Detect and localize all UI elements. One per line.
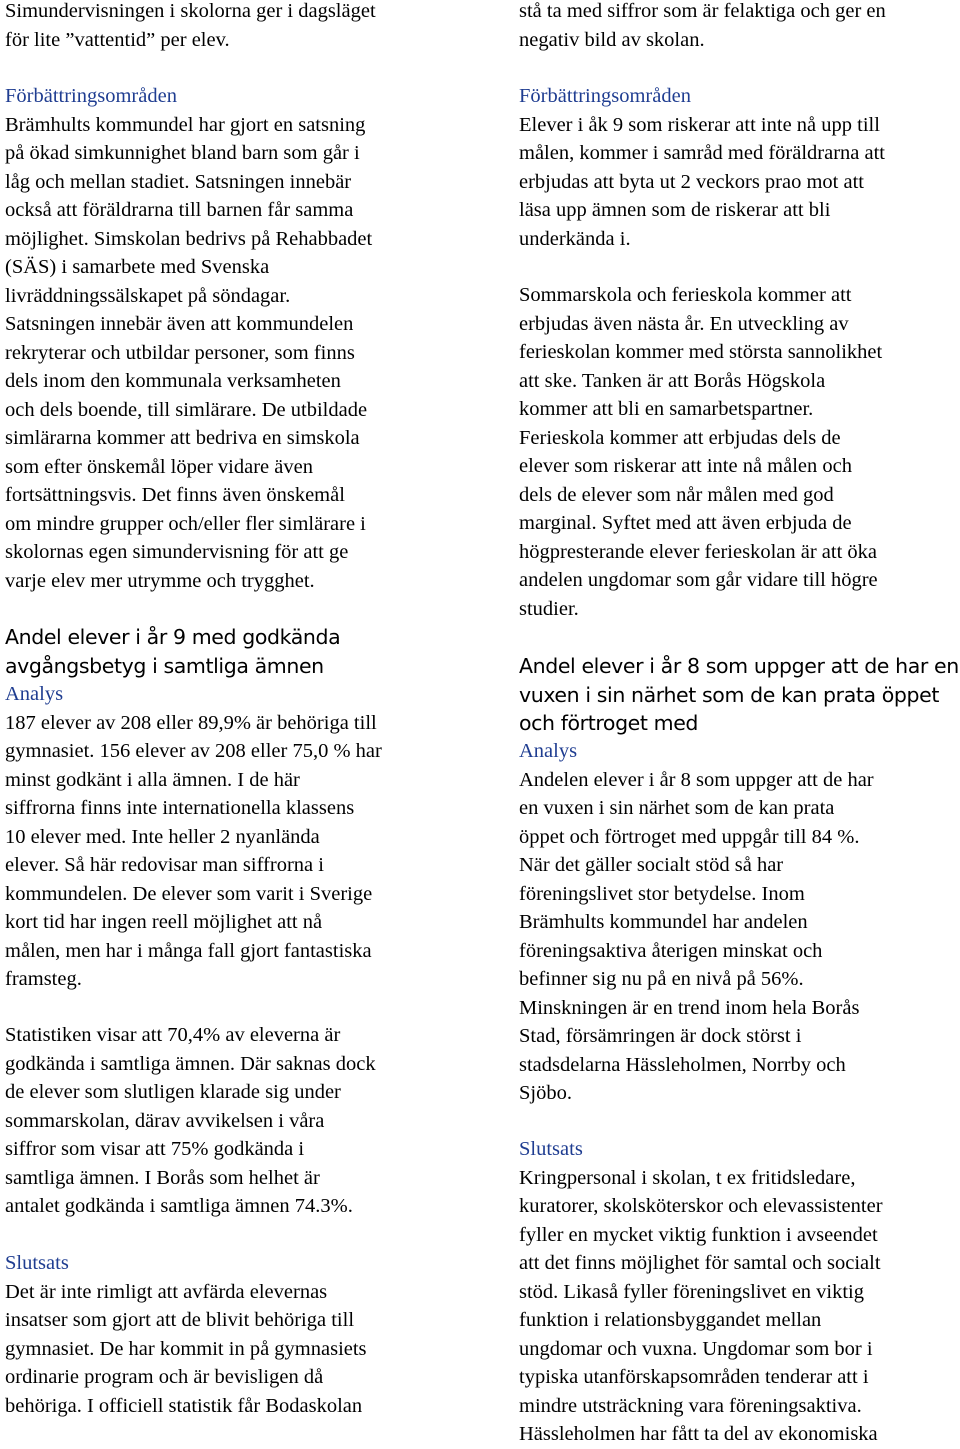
text-line: Kringpersonal i skolan, t ex fritidsledare, [519,1166,856,1189]
text-line: för lite ”vattentid” per elev. [5,28,230,51]
text-line: befinner sig nu på en nivå på 56%. [519,968,804,990]
text-line: att det finns möjlighet för samtal och socialt [519,1252,881,1274]
text-line: att ske. Tanken är att Borås Högskola [519,369,826,392]
text-line: Brämhults kommundel har andelen [519,911,808,933]
text-line: Stad, försämringen är dock störst i [519,1025,802,1047]
heading-text: Förbättringsområden [519,85,691,107]
text-line: stadsdelarna Hässleholmen, Norrby och [519,1053,846,1076]
text-line: skolornas egen simundervisning för att ge [5,541,349,563]
text-line: minst godkänt i alla ämnen. I de här [5,768,300,791]
text-line: gymnasiet. 156 elever av 208 eller 75,0 % har [5,740,382,762]
text-line: elever som riskerar att inte nå målen och [519,455,852,477]
text-line: Andel elever i år 9 med godkända [5,625,341,649]
text-line: Andel elever i år 8 som uppger att de har en [519,654,959,678]
text-line: Andelen elever i år 8 som uppger att de har [519,768,874,791]
text-line: Minskningen är en trend inom hela Borås [519,996,860,1019]
grades-indicator-title [5,623,457,680]
text-line: 10 elever med. Inte heller 2 nyanlända [5,825,320,848]
text-line: sommarskolan, därav avvikelsen i våra [5,1109,325,1132]
text-line: gymnasiet. De har kommit in på gymnasiets [5,1337,367,1360]
text-line: vuxen i sin närhet som de kan prata öppet [519,682,939,707]
text-line: Statistiken visar att 70,4% av eleverna är [5,1024,341,1046]
section-heading-forbattringsomraden [519,82,960,111]
text-line: avgångsbetyg i samtliga ämnen [5,653,324,678]
text-line: behöriga. I officiell statistik får Bodaskolan [5,1394,363,1417]
text-line: målen, men har i många fall gjort fantastiska [5,939,372,962]
text-line: 187 elever av 208 eller 89,9% är behöriga till [5,711,377,734]
adult-analysis-paragraph [519,766,960,1108]
text-line: underkända i. [519,227,631,250]
summer-school-paragraph [519,281,960,623]
text-line: Ferieskola kommer att erbjudas dels de [519,426,841,449]
text-line: simlärarna kommer att bedriva en simskola [5,427,360,449]
text-line: ungdomar och vuxna. Ungdomar som bor i [519,1337,873,1360]
text-line: på ökad simkunnighet bland barn som går i [5,142,360,164]
text-line: dels inom den kommunala verksamheten [5,370,341,392]
intro-paragraph-left [5,0,457,54]
text-line: som efter önskemål löper vidare även [5,455,313,478]
text-line: erbjudas att byta ut 2 veckors prao mot att [519,170,864,193]
text-line: stöd. Likaså fyller föreningslivet en viktig [519,1280,865,1303]
text-line: mindre utsträckning vara föreningsaktiva. [519,1394,862,1417]
text-line: studier. [519,597,579,620]
text-line: negativ bild av skolan. [519,28,705,51]
text-line: möjlighet. Simskolan bedrivs på Rehabbadet [5,227,373,250]
text-line: elever. Så här redovisar man siffrorna i [5,854,324,876]
text-line: Det är inte rimligt att avfärda elevernas [5,1280,328,1303]
text-line: godkända i samtliga ämnen. Där saknas dock [5,1052,376,1075]
grades-conclusion-paragraph [5,1278,457,1421]
text-line: varje elev mer utrymme och trygghet. [5,569,315,592]
grades-statistics-paragraph [5,1021,457,1221]
text-line: stå ta med siffror som är felaktiga och ger en [519,0,886,22]
text-line: öppet och förtroget med uppgår till 84 %. [519,825,860,848]
swim-program-paragraph [5,111,457,596]
text-line: de elever som slutligen klarade sig under [5,1081,341,1103]
text-line: erbjudas även nästa år. En utveckling av [519,312,849,335]
text-line: antalet godkända i samtliga ämnen 74.3%. [5,1195,353,1217]
text-line: framsteg. [5,968,82,990]
grades-analysis-paragraph [5,709,457,994]
text-line: dels de elever som når målen med god [519,483,834,506]
heading-text: Förbättringsområden [5,85,177,107]
text-line: kommundelen. De elever som varit i Sverige [5,882,373,905]
text-line: föreningslivet stor betydelse. Inom [519,882,805,905]
text-line: om mindre grupper och/eller fler simlärare i [5,512,366,535]
text-line: också att föräldrarna till barnen får samma [5,199,354,221]
heading-text: Analys [519,740,578,762]
text-line: siffrorna finns inte internationella klassens [5,797,355,819]
text-line: Brämhults kommundel har gjort en satsning [5,113,366,136]
text-line: ferieskolan kommer med största sannolikhet [519,341,883,363]
heading-text: Slutsats [519,1138,583,1160]
intro-paragraph-right [519,0,960,54]
text-line: typiska utanförskapsområden tenderar att i [519,1366,869,1388]
text-line: När det gäller socialt stöd så har [519,854,784,876]
text-line: Simundervisningen i skolorna ger i dagsläget [5,0,376,22]
text-line: högpresterande elever ferieskolan är att öka [519,540,877,563]
section-heading-analys [5,680,457,709]
text-line: siffror som visar att 75% godkända i [5,1138,305,1160]
heading-text: Analys [5,683,64,705]
text-line: Hässleholmen har fått ta del av ekonomiska [519,1423,878,1445]
text-line: Satsningen innebär även att kommundelen [5,313,354,335]
text-line: och dels boende, till simlärare. De utbildade [5,398,368,421]
text-line: fyller en mycket viktig funktion i avseendet [519,1223,878,1246]
section-heading-forbattringsomraden [5,82,457,111]
text-line: ordinarie program och är bevisligen då [5,1366,324,1388]
text-line: funktion i relationsbyggandet mellan [519,1309,822,1331]
section-heading-slutsats [5,1249,457,1278]
text-line: Elever i åk 9 som riskerar att inte nå upp till [519,113,880,136]
text-line: kuratorer, skolsköterskor och elevassistenter [519,1195,883,1217]
section-heading-analys [519,737,960,766]
text-line: samtliga ämnen. I Borås som helhet är [5,1166,320,1189]
text-line: Sjöbo. [519,1082,572,1104]
text-line: fortsättningsvis. Det finns även önskemål [5,484,345,506]
text-line: andelen ungdomar som går vidare till högre [519,569,878,591]
text-line: en vuxen i sin närhet som de kan prata [519,797,835,819]
text-line: läsa upp ämnen som de riskerar att bli [519,199,831,221]
text-line: rekryterar och utbildar personer, som finns [5,341,355,364]
heading-text: Slutsats [5,1252,69,1274]
improvement-paragraph [519,111,960,254]
text-line: Sommarskola och ferieskola kommer att [519,284,852,306]
adult-conclusion-paragraph [519,1164,960,1449]
text-line: föreningsaktiva återigen minskat och [519,939,823,962]
text-line: insatser som gjort att de blivit behöriga till [5,1309,355,1331]
adult-contact-indicator-title [519,652,960,738]
text-line: kommer att bli en samarbetspartner. [519,398,814,420]
text-line: livräddningssälskapet på söndagar. [5,284,291,307]
text-line: låg och mellan stadiet. Satsningen innebär [5,170,352,193]
text-line: (SÄS) i samarbete med Svenska [5,256,270,278]
text-line: målen, kommer i samråd med föräldrarna att [519,142,886,164]
text-line: marginal. Syftet med att även erbjuda de [519,512,852,534]
section-heading-slutsats [519,1135,960,1164]
text-line: kort tid har ingen reell möjlighet att nå [5,911,323,933]
text-line: och förtroget med [519,711,699,735]
